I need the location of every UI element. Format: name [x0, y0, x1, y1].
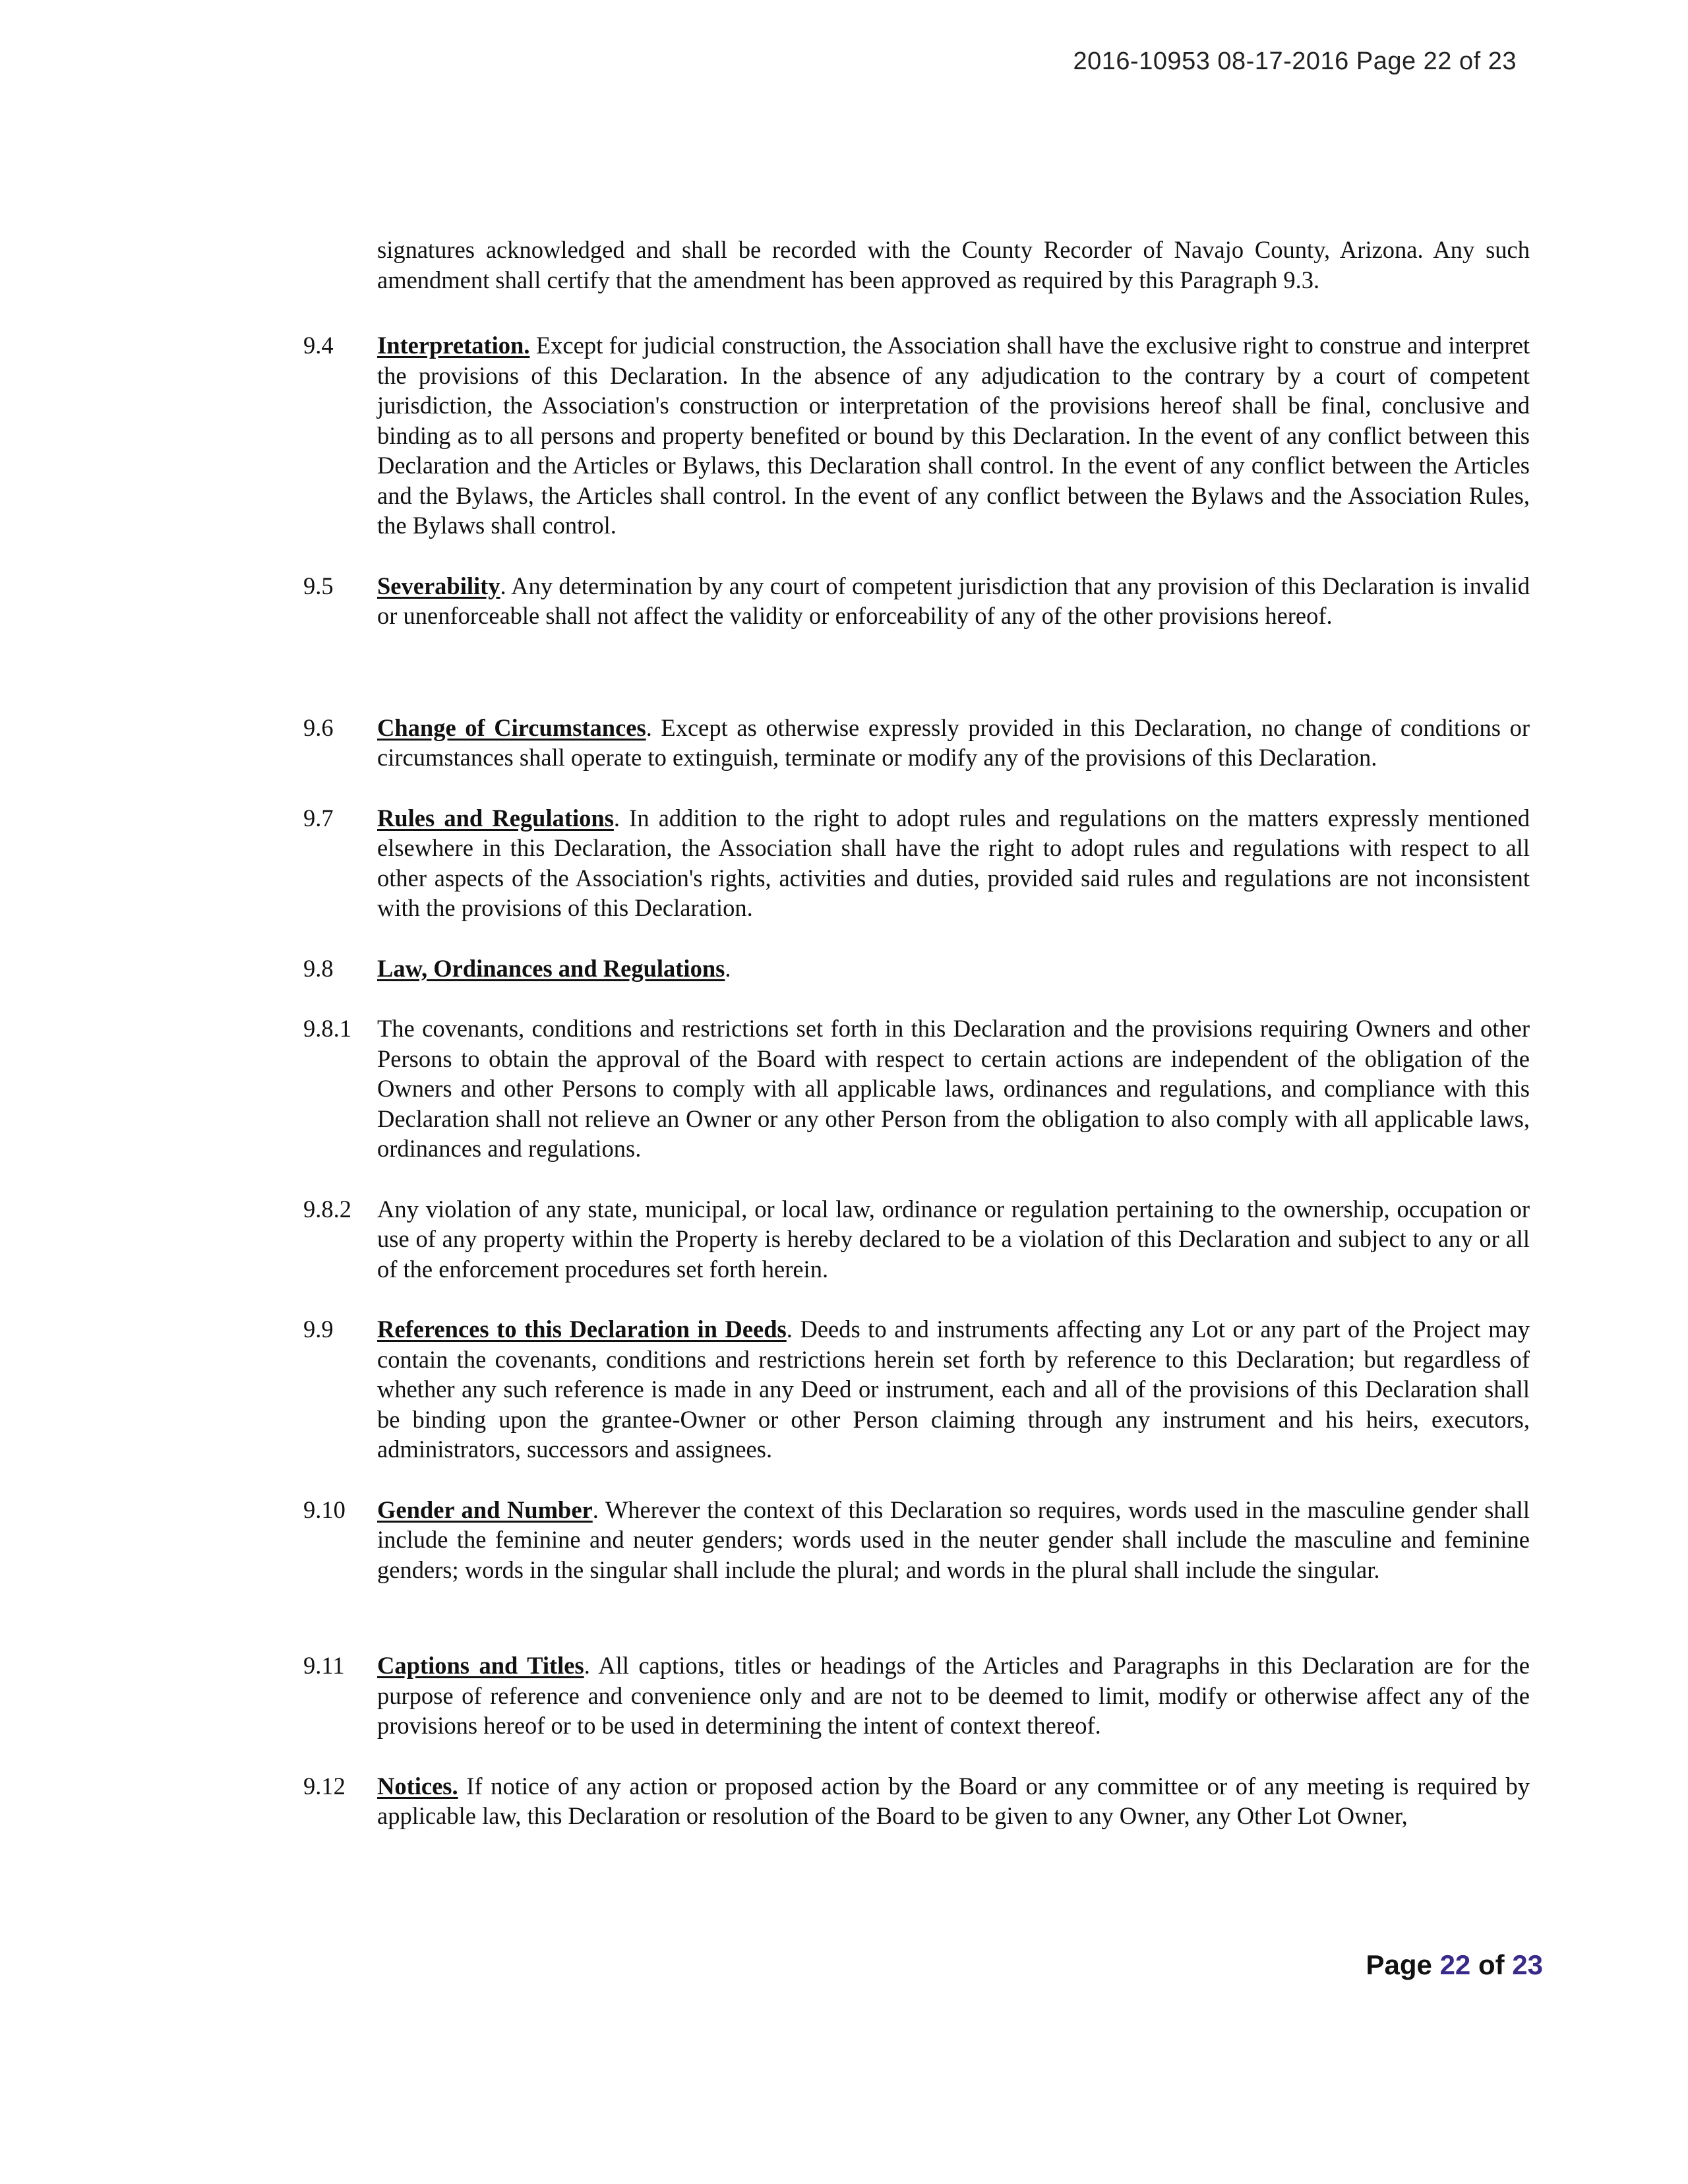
- footer-middle: of: [1470, 1949, 1513, 1980]
- section-heading: References to this Declaration in Deeds: [377, 1316, 787, 1343]
- section-9-9: [303, 1314, 1530, 1465]
- section-9-12: [303, 1771, 1530, 1831]
- section-body: . Deeds to and instruments affecting any Lot or any part of the Project may contain the covenants, conditions and restrictions herein set forth by reference to this Declaration; but regardless of whether any such reference is made in any Deed or instrument, each and all of the provisions of this Declaration shall be binding upon the grantee-Owner or other Person claiming through any instrument and his heirs, executors, administrators, successors and assignees.: [377, 1316, 1530, 1463]
- section-body: . Except as otherwise expressly provided in this Declaration, no change of conditions or circumstances shall operate to extinguish, terminate or modify any of the provisions of this Declaration.: [377, 713, 1530, 771]
- section-9-6: [303, 713, 1530, 773]
- document-body: [303, 235, 1530, 1831]
- section-heading: Gender and Number: [377, 1496, 593, 1523]
- footer-prefix: Page: [1366, 1949, 1440, 1980]
- section-body: . In addition to the right to adopt rules and regulations on the matters expressly mentioned elsewhere in this Declaration, the Association shall have the right to adopt rules and regulations with respect to all other aspects of the Association's rights, activities and duties, provided said rules and regulations are not inconsistent with the provisions of this Declaration.: [377, 804, 1530, 921]
- section-9-8-1: [303, 1014, 1530, 1164]
- section-9-8: [303, 954, 1530, 984]
- section-heading: Rules and Regulations: [377, 804, 614, 832]
- section-9-4: [303, 330, 1530, 541]
- section-9-11: [303, 1651, 1530, 1741]
- section-body: If notice of any action or proposed action by the Board or any committee or of any meeting is required by applicable law, this Declaration or resolution of the Board to be given to any Owner, any Other Lot Owner,: [377, 1772, 1530, 1829]
- section-heading: Interpretation.: [377, 332, 530, 359]
- footer-page: 22: [1439, 1949, 1471, 1980]
- section-number: 9.5: [303, 572, 334, 599]
- section-heading: Notices.: [377, 1772, 458, 1800]
- section-number: 9.10: [303, 1496, 346, 1523]
- section-number: 9.6: [303, 713, 334, 741]
- section-heading: Change of Circumstances: [377, 713, 646, 741]
- footer-total: 23: [1512, 1949, 1543, 1980]
- section-number: 9.11: [303, 1652, 345, 1679]
- section-number: 9.12: [303, 1772, 346, 1800]
- section-heading: Law, Ordinances and Regulations: [377, 954, 725, 982]
- section-number: 9.8.1: [303, 1015, 351, 1042]
- section-body: .: [725, 954, 731, 982]
- section-9-10: [303, 1495, 1530, 1585]
- section-number: 9.8.2: [303, 1195, 351, 1223]
- section-body: . Any determination by any court of competent jurisdiction that any provision of this Declaration is invalid or unenforceable shall not affect the validity or enforceability of any of the other provisions hereof.: [377, 572, 1530, 629]
- section-number: 9.7: [303, 804, 334, 832]
- section-number: 9.4: [303, 332, 334, 359]
- section-9-8-2: [303, 1194, 1530, 1285]
- section-9-7: [303, 803, 1530, 923]
- recording-stamp: 2016-10953 08-17-2016 Page 22 of 23: [1073, 47, 1517, 75]
- section-number: 9.8: [303, 954, 334, 982]
- section-body: Any violation of any state, municipal, or local law, ordinance or regulation pertaining to the ownership, occupation or use of any property within the Property is hereby declared to be a violation of this Declaration and subject to any or all of the enforcement procedures set forth herein.: [377, 1195, 1530, 1283]
- continued-paragraph: signatures acknowledged and shall be recorded with the County Recorder of Navajo County, Arizona. Any such amendment shall certify that the amendment has been approved as required by this Paragraph 9.3.: [377, 236, 1530, 293]
- section-heading: Captions and Titles: [377, 1652, 584, 1679]
- section-body: . Wherever the context of this Declaration so requires, words used in the masculine gender shall include the feminine and neuter genders; words used in the neuter gender shall include the masculine and feminine genders; words in the singular shall include the plural; and words in the plural shall include the singular.: [377, 1496, 1530, 1583]
- section-number: 9.9: [303, 1316, 334, 1343]
- section-body: . All captions, titles or headings of the Articles and Paragraphs in this Declaration are for the purpose of reference and convenience only and are not to be deemed to limit, modify or otherwise affect any of the provisions hereof or to be used in determining the intent of context thereof.: [377, 1652, 1530, 1739]
- section-body: The covenants, conditions and restrictions set forth in this Declaration and the provisions requiring Owners and other Persons to obtain the approval of the Board with respect to certain actions are independent of the obligation of the Owners and other Persons to comply with all applicable laws, ordinances and regulations, and compliance with this Declaration shall not relieve an Owner or any other Person from the obligation to also comply with all applicable laws, ordinances and regulations.: [377, 1015, 1530, 1162]
- section-body: Except for judicial construction, the Association shall have the exclusive right to construe and interpret the provisions of this Declaration. In the absence of any adjudication to the contrary by a court of competent jurisdiction, the Association's construction or interpretation of the provisions hereof shall be final, conclusive and binding as to all persons and property benefited or bound by this Declaration. In the event of any conflict between this Declaration and the Articles or Bylaws, this Declaration shall control. In the event of any conflict between the Articles and the Bylaws, the Articles shall control. In the event of any conflict between the Bylaws and the Association Rules, the Bylaws shall control.: [377, 332, 1530, 539]
- page-number-footer: [1226, 1949, 1543, 1981]
- section-heading: Severability: [377, 572, 500, 599]
- section-9-5: [303, 571, 1530, 631]
